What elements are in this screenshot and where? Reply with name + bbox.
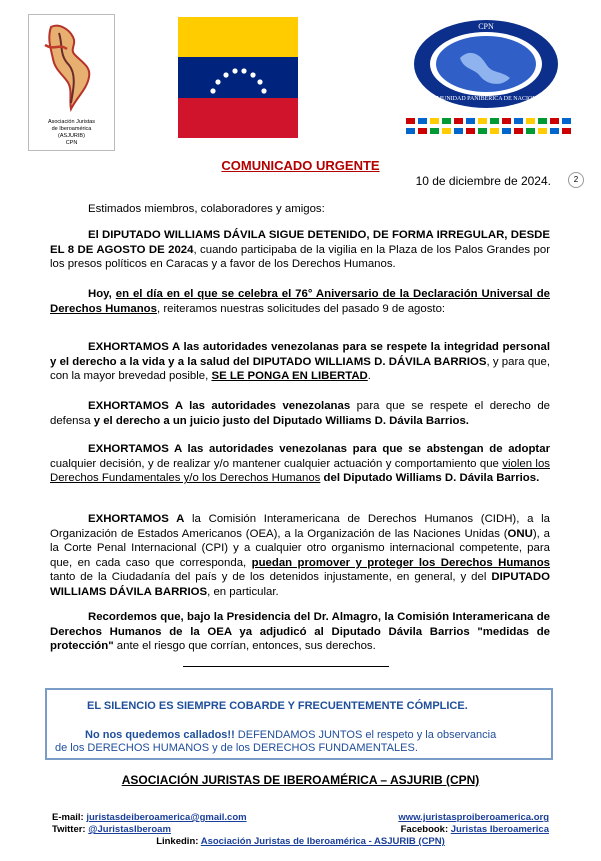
twitter-link[interactable]: @JuristasIberoam	[88, 824, 171, 835]
footer-linkedin: Linkedin: Asociación Juristas de Iberoamérica - ASJURIB (CPN)	[156, 836, 445, 847]
paragraph-1: El DIPUTADO WILLIAMS DÁVILA SIGUE DETENIDO, DE FORMA IRREGULAR, DESDE EL 8 DE AGOSTO DE 2024, cuando participaba de la vigilia en la Plaza de los Palos Grandes por los presos políticos en Caracas y a favor de los Derechos Humanos.	[50, 229, 551, 271]
cpn-top-label: CPN	[478, 22, 494, 31]
message-line-3: de los DERECHOS HUMANOS y de los DERECHOS FUNDAMENTALES.	[55, 742, 418, 754]
cpn-ring-label: COMUNIDAD PANIBÉRICA DE NACIONES	[428, 96, 544, 102]
venezuela-flag	[178, 17, 298, 138]
asjurib-logo	[28, 14, 115, 151]
email-link[interactable]: juristasdeiberoamerica@gmail.com	[86, 812, 247, 823]
message-line-2: No nos quedemos callados!! DEFENDAMOS JUNTOS el respeto y la observancia	[85, 729, 497, 741]
paragraph-2: Hoy, en el día en el que se celebra el 76° Aniversario de la Declaración Universal de Derechos Humanos, reiteramos nuestras solicitudes del pasado 9 de agosto:	[50, 288, 550, 315]
website-link[interactable]: www.juristasproiberoamerica.org	[398, 812, 549, 823]
document-title: COMUNICADO URGENTE	[221, 158, 380, 173]
paragraph-5: EXHORTAMOS A las autoridades venezolanas para que se abstengan de adoptar cualquier decisión, y de realizar y/o mantener cualquier actuación y comportamiento que violen los Derechos Fundamentales y/o los Derechos Humanos del Diputado Williams D. Dávila Barrios.	[50, 443, 550, 485]
footer-web	[398, 812, 549, 823]
message-line-1: EL SILENCIO ES SIEMPRE COBARDE Y FRECUENTEMENTE CÓMPLICE.	[87, 700, 468, 712]
paragraph-6: EXHORTAMOS A la Comisión Interamericana de Derechos Humanos (CIDH), a la Organización de Estados Americanos (OEA), a la Organización de las Naciones Unidas (ONU), a la Corte Penal Internacional (CPI) y a cualquier otro organismo internacional competente, para que, en cada caso que corresponda, puedan promover y proteger los Derechos Humanos tanto de la Ciudadanía del país y de los detenidos injustamente, en general, y del DIPUTADO WILLIAMS DÁVILA BARRIOS, en particular.	[50, 513, 550, 598]
cpn-globe-icon	[400, 18, 572, 138]
footer-org-title: ASOCIACIÓN JURISTAS DE IBEROAMÉRICA – ASJURIB (CPN)	[121, 773, 480, 787]
cpn-seal	[400, 18, 572, 138]
page-number-badge: 2	[568, 172, 584, 188]
logo-org-name: Asociación Juristas de Iberoamérica (ASJURIB) CPN	[47, 119, 96, 146]
paragraph-3: EXHORTAMOS A las autoridades venezolanas para se respete la integridad personal y el derecho a la vida y a la salud del DIPUTADO WILLIAMS D. DÁVILA BARRIOS, y para que, con la mayor brevedad posible, SE LE PONGA EN LIBERTAD.	[50, 341, 550, 383]
footer-email: E-mail: juristasdeiberoamerica@gmail.com	[52, 812, 247, 823]
facebook-link[interactable]: Juristas Iberoamerica	[450, 824, 549, 835]
footer-twitter: Twitter: @JuristasIberoam	[52, 824, 171, 835]
americas-map-icon	[29, 15, 114, 115]
paragraph-4: EXHORTAMOS A las autoridades venezolanas para que se respete el derecho de defensa y el derecho a un juicio justo del Diputado Williams D. Dávila Barrios.	[50, 400, 550, 427]
flag-stars-icon	[178, 57, 298, 97]
divider	[183, 666, 389, 667]
message-box	[45, 688, 553, 760]
footer-facebook: Facebook: Juristas Iberoamerica	[400, 824, 549, 835]
linkedin-link[interactable]: Asociación Juristas de Iberoamérica - ASJURIB (CPN)	[200, 836, 445, 847]
document-date: 10 de diciembre de 2024.	[415, 174, 551, 188]
greeting: Estimados miembros, colaboradores y amigos:	[88, 203, 325, 215]
paragraph-7: Recordemos que, bajo la Presidencia del Dr. Almagro, la Comisión Interamericana de Derechos Humanos de la OEA ya adjudicó al Diputado Dávila Barrios "medidas de protección" ante el riesgo que corrían, entonces, sus derechos.	[50, 611, 550, 653]
